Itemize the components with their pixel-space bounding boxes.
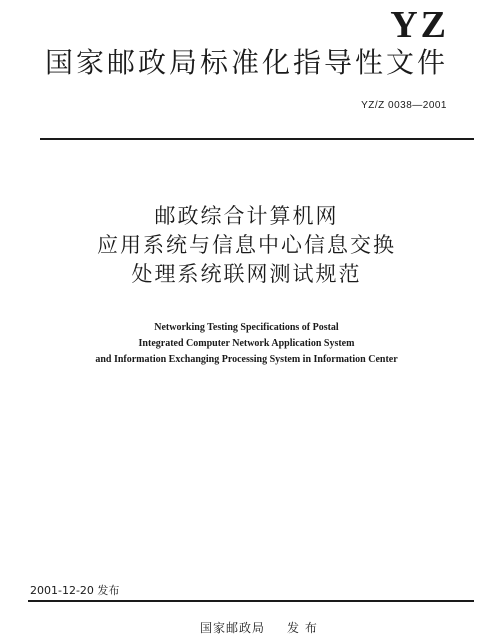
english-title (0, 320, 493, 368)
header-title: 国家邮政局标准化指导性文件 (44, 46, 448, 79)
top-divider (40, 138, 474, 140)
issuer-name: 国家邮政局 (200, 621, 266, 635)
issuer-action: 发 布 (287, 621, 318, 635)
issue-date: 2001-12-20 发布 (30, 584, 120, 597)
chinese-title-line-3: 处理系统联网测试规范 (131, 262, 362, 286)
yz-logo: YZ (390, 4, 449, 46)
english-title-line-2: Integrated Computer Network Application System (138, 338, 355, 349)
chinese-title-line-2: 应用系统与信息中心信息交换 (97, 233, 396, 257)
english-title-line-3: and Information Exchanging Processing System in Information Center (95, 354, 398, 365)
issuer-line (200, 619, 318, 636)
bottom-divider (28, 600, 474, 602)
chinese-title-line-1: 邮政综合计算机网 (154, 204, 339, 228)
chinese-title (0, 202, 493, 289)
standard-code: YZ/Z 0038—2001 (361, 100, 447, 111)
english-title-line-1: Networking Testing Specifications of Postal (154, 322, 339, 333)
